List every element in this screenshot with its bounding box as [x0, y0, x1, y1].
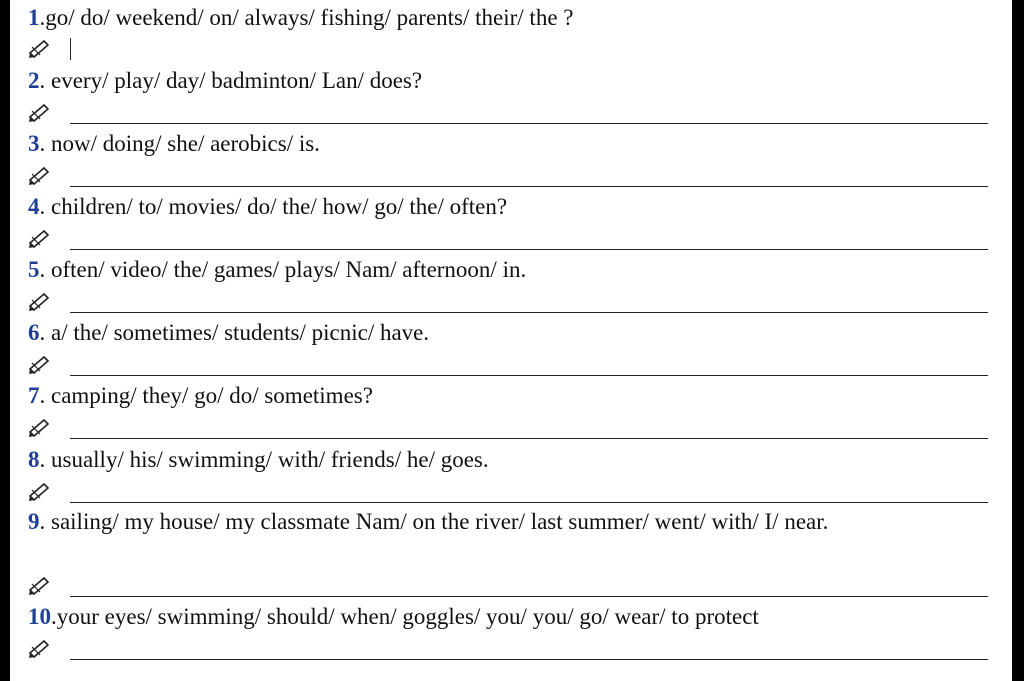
question-number: 1: [28, 5, 40, 30]
answer-line: [70, 123, 988, 124]
question-number: 9: [28, 509, 40, 534]
question-number: 7: [28, 383, 40, 408]
question-2: [28, 66, 993, 96]
question-text: . now/ doing/ she/ aerobics/ is.: [39, 131, 320, 156]
question-number: 4: [28, 194, 40, 219]
question-text: . often/ video/ the/ games/ plays/ Nam/ afternoon/ in.: [39, 257, 527, 282]
question-4: [28, 192, 993, 222]
pencil-icon: [28, 416, 50, 438]
question-text: . a/ the/ sometimes/ students/ picnic/ have.: [39, 320, 430, 345]
question-3: [28, 129, 993, 159]
answer-line: [70, 186, 988, 187]
pencil-icon: [28, 480, 50, 502]
question-10: [28, 602, 993, 632]
question-7: [28, 381, 993, 411]
question-1: [28, 3, 993, 33]
answer-line: [70, 659, 988, 660]
question-9: [28, 507, 990, 537]
text-cursor: [70, 38, 71, 60]
answer-row-7[interactable]: [28, 413, 988, 443]
question-number: 2: [28, 68, 40, 93]
pencil-icon: [28, 353, 50, 375]
answer-row-1[interactable]: [28, 34, 988, 64]
answer-row-5[interactable]: [28, 287, 988, 317]
question-text: .your eyes/ swimming/ should/ when/ goggles/ you/ you/ go/ wear/ to protect: [51, 604, 759, 629]
answer-row-6[interactable]: [28, 350, 988, 380]
question-6: [28, 318, 993, 348]
answer-row-9[interactable]: [28, 571, 988, 601]
answer-row-3[interactable]: [28, 161, 988, 191]
question-text: . children/ to/ movies/ do/ the/ how/ go/ the/ often?: [39, 194, 508, 219]
answer-line: [70, 438, 988, 439]
pencil-icon: [28, 164, 50, 186]
answer-line: [70, 312, 988, 313]
question-text: .go/ do/ weekend/ on/ always/ fishing/ parents/ their/ the ?: [39, 5, 574, 30]
question-5: [28, 255, 993, 285]
question-text: . camping/ they/ go/ do/ sometimes?: [39, 383, 373, 408]
pencil-icon: [28, 101, 50, 123]
question-number: 6: [28, 320, 40, 345]
pencil-icon: [28, 290, 50, 312]
answer-row-4[interactable]: [28, 224, 988, 254]
question-number: 10: [28, 604, 51, 629]
worksheet-page: [10, 0, 1012, 681]
answer-line: [70, 502, 988, 503]
answer-row-10[interactable]: [28, 634, 988, 664]
answer-line: [70, 375, 988, 376]
question-number: 5: [28, 257, 40, 282]
answer-row-2[interactable]: [28, 98, 988, 128]
question-text: . sailing/ my house/ my classmate Nam/ on the river/ last summer/ went/ with/ I/ near.: [39, 509, 829, 534]
pencil-icon: [28, 227, 50, 249]
question-8: [28, 445, 993, 475]
question-text: . usually/ his/ swimming/ with/ friends/ he/ goes.: [39, 447, 489, 472]
question-number: 8: [28, 447, 40, 472]
answer-line: [70, 249, 988, 250]
pencil-icon: [28, 37, 50, 59]
pencil-icon: [28, 637, 50, 659]
question-number: 3: [28, 131, 40, 156]
pencil-icon: [28, 574, 50, 596]
answer-row-8[interactable]: [28, 477, 988, 507]
question-text: . every/ play/ day/ badminton/ Lan/ does?: [39, 68, 423, 93]
answer-line: [70, 596, 988, 597]
